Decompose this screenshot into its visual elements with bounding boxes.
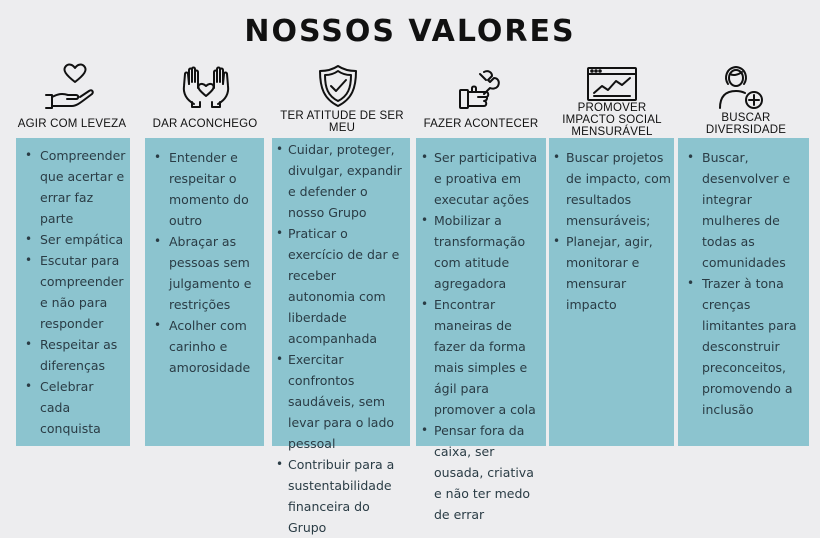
list-item: • Buscar projetos de impacto, com resultados mensuráveis; [553,150,671,228]
list-item: • Ser participativa e proativa em executar ações [421,150,538,207]
chart-browser-icon [586,66,638,102]
list-item: • Celebrar cada conquista [25,379,101,436]
list-item: • Encontrar maneiras de fazer da forma mais simples e ágil para promover a cola [421,297,536,417]
list-item: • Abraçar as pessoas sem julgamento e restrições [154,234,252,312]
list-item: • Pensar fora da caixa, ser ousada, criativa e não ter medo de errar [421,423,534,522]
values-panel [272,138,410,535]
list-item: • Exercitar confrontos saudáveis, sem levar para o lado pessoal [276,352,395,451]
list-item: • Praticar o exercício de dar e receber autonomia com liberdade acompanhada [276,226,400,346]
list-item: • Planejar, agir, monitorar e mensurar impacto [553,234,653,312]
column-heading: FAZER ACONTECER [423,118,539,130]
column-heading: DAR ACONCHEGO [152,118,258,130]
shield-check-icon [318,64,358,108]
fist-wrench-icon [456,70,500,112]
list-item: • Compreender que acertar e errar faz parte [25,148,126,226]
list-item: • Cuidar, proteger, divulgar, expandir e defender o nosso Grupo [276,142,402,220]
hands-heart-icon [180,66,232,108]
list-item: • Respeitar as diferenças [25,337,118,373]
values-panel [416,138,546,522]
list-item: • Trazer à tona crenças limitantes para desconstruir preconceitos, promovendo a inclusão [687,276,797,417]
column-heading: TER ATITUDE DE SER MEU [280,110,404,134]
list-item: • Entender e respeitar o momento do outro [154,150,249,228]
column-heading: PROMOVER IMPACTO SOCIAL MENSURÁVEL [562,102,662,138]
values-panel [145,138,264,446]
list-item: • Buscar, desenvolver e integrar mulheres de todas as comunidades [687,150,791,270]
column-heading: AGIR COM LEVEZA [17,118,127,130]
list-item: • Escutar para compreender e não para responder [25,253,124,331]
column-heading: BUSCAR DIVERSIDADE [705,112,787,136]
list-item: • Acolher com carinho e amorosidade [154,318,251,375]
list-item: • Contribuir para a sustentabilidade financeira do Grupo [276,457,395,535]
list-item: • Ser empática [25,232,124,247]
page-title: NOSSOS VALORES [244,14,576,49]
values-panel [549,138,674,446]
heart-hand-icon [44,62,96,110]
values-panel [16,138,130,446]
woman-plus-icon [718,64,766,110]
values-panel [678,138,809,446]
list-item: • Mobilizar a transformação com atitude agregadora [421,213,526,291]
